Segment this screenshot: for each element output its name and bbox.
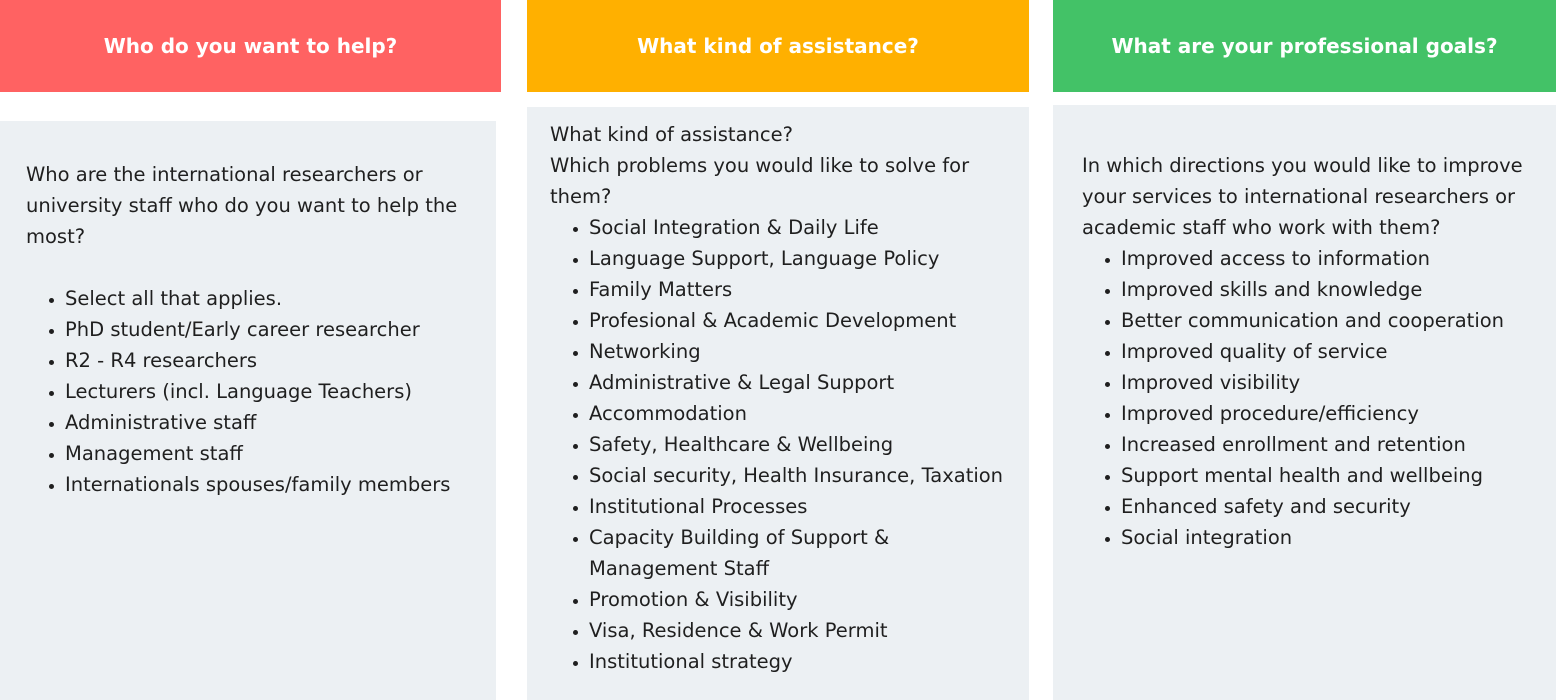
option-list xyxy=(550,212,1009,677)
header-title: What kind of assistance? xyxy=(637,34,919,58)
list-item: • Institutional Processes xyxy=(589,491,1009,522)
panel-intro: In which directions you would like to improve your services to international researchers or academic staff who work with them? xyxy=(1082,154,1523,239)
panel-professional-goals xyxy=(1053,105,1556,700)
list-item: • Promotion & Visibility xyxy=(589,584,1009,615)
list-item: • Select all that applies. xyxy=(65,283,476,314)
list-item: • Social integration xyxy=(1121,522,1538,553)
list-item: • PhD student/Early career researcher xyxy=(65,314,476,345)
list-item: • Management staff xyxy=(65,438,476,469)
list-item: • Support mental health and wellbeing xyxy=(1121,460,1538,491)
list-item: • R2 - R4 researchers xyxy=(65,345,476,376)
header-kind-of-assistance xyxy=(527,0,1029,92)
list-item: • Capacity Building of Support & Management Staff xyxy=(589,522,1009,584)
list-item: • Visa, Residence & Work Permit xyxy=(589,615,1009,646)
list-item: • Improved visibility xyxy=(1121,367,1538,398)
panel-kind-of-assistance xyxy=(527,107,1029,700)
option-list xyxy=(1082,243,1538,553)
option-list xyxy=(26,283,476,500)
list-item: • Profesional & Academic Development xyxy=(589,305,1009,336)
list-item: • Improved quality of service xyxy=(1121,336,1538,367)
header-professional-goals xyxy=(1053,0,1556,92)
panel-who-to-help xyxy=(0,121,496,700)
list-item: • Networking xyxy=(589,336,1009,367)
list-item: • Language Support, Language Policy xyxy=(589,243,1009,274)
list-item: • Institutional strategy xyxy=(589,646,1009,677)
list-item: • Family Matters xyxy=(589,274,1009,305)
list-item: • Administrative staff xyxy=(65,407,476,438)
list-item: • Better communication and cooperation xyxy=(1121,305,1538,336)
list-item: • Social Integration & Daily Life xyxy=(589,212,1009,243)
header-title: What are your professional goals? xyxy=(1111,34,1498,58)
panel-intro: Which problems you would like to solve for them? xyxy=(550,154,970,208)
list-item: • Safety, Healthcare & Wellbeing xyxy=(589,429,1009,460)
list-item: • Improved access to information xyxy=(1121,243,1538,274)
list-item: • Accommodation xyxy=(589,398,1009,429)
header-title: Who do you want to help? xyxy=(103,34,398,58)
list-item: • Improved skills and knowledge xyxy=(1121,274,1538,305)
list-item: • Enhanced safety and security xyxy=(1121,491,1538,522)
panel-intro: Who are the international researchers or university staff who do you want to help the most? xyxy=(26,163,458,248)
header-who-to-help xyxy=(0,0,501,92)
list-item: • Improved procedure/efficiency xyxy=(1121,398,1538,429)
list-item: • Internationals spouses/family members xyxy=(65,469,476,500)
list-item: • Lecturers (incl. Language Teachers) xyxy=(65,376,476,407)
list-item: • Increased enrollment and retention xyxy=(1121,429,1538,460)
list-item: • Social security, Health Insurance, Taxation xyxy=(589,460,1009,491)
panel-intro: What kind of assistance? xyxy=(550,123,793,146)
list-item: • Administrative & Legal Support xyxy=(589,367,1009,398)
